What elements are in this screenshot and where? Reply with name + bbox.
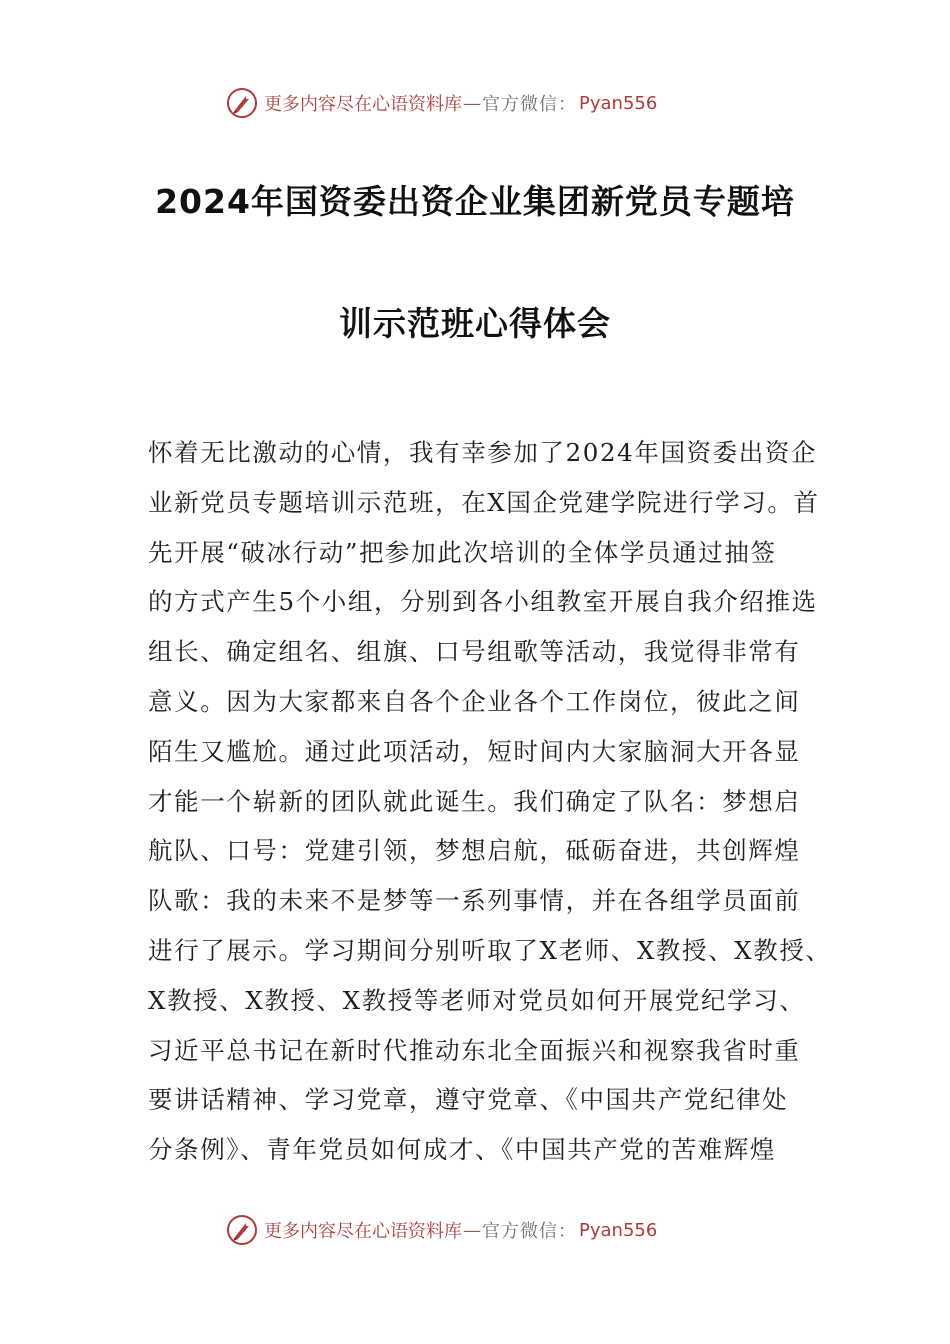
pen-nib-logo-icon (226, 87, 258, 119)
body-line: 习近平总书记在新时代推动东北全面振兴和视察我省时重 (148, 1035, 801, 1065)
pen-nib-logo-icon (226, 1214, 258, 1246)
body-line: 组长、确定组名、组旗、口号组歌等活动，我觉得非常有 (148, 637, 801, 667)
body-line: 进行了展示。学习期间分别听取了X老师、X教授、X教授、 (148, 935, 832, 965)
body-line: 才能一个崭新的团队就此诞生。我们确定了队名：梦想启 (148, 786, 801, 816)
watermark-text: 更多内容尽在心语资料库 (264, 1221, 462, 1242)
body-line: 意义。因为大家都来自各个企业各个工作岗位，彼此之间 (148, 686, 801, 716)
watermark-wechat-label: 官方微信： (482, 94, 577, 115)
watermark-dash: — (463, 1219, 481, 1241)
body-line: 先开展“破冰行动”把参加此次培训的全体学员通过抽签 (148, 537, 777, 567)
document-title-line-1: 2024年国资委出资企业集团新党员专题培 (155, 182, 795, 221)
watermark-text: 更多内容尽在心语资料库 (264, 94, 462, 115)
body-line: 要讲话精神、学习党章，遵守党章、《中国共产党纪律处 (148, 1085, 789, 1115)
body-line: 的方式产生5个小组，分别到各小组教室开展自我介绍推选 (148, 587, 818, 617)
watermark-wechat-id: Pyan556 (579, 92, 658, 114)
body-line: 怀着无比激动的心情，我有幸参加了2024年国资委出资企 (148, 438, 818, 467)
watermark-dash: — (463, 92, 481, 114)
footer-watermark (226, 1213, 657, 1247)
body-line: 分条例》、青年党员如何成才、《中国共产党的苦难辉煌 (148, 1135, 776, 1165)
body-line: 业新党员专题培训示范班，在X国企党建学院进行学习。首 (148, 487, 820, 517)
body-line: 航队、口号：党建引领，梦想启航，砥砺奋进，共创辉煌 (148, 836, 801, 866)
body-paragraph (148, 428, 832, 1175)
watermark-wechat-id: Pyan556 (579, 1219, 658, 1241)
header-watermark (226, 86, 657, 120)
body-line: X教授、X教授、X教授等老师对党员如何开展党纪学习、 (148, 985, 806, 1015)
body-line: 队歌：我的未来不是梦等一系列事情，并在各组学员面前 (148, 886, 801, 916)
document-title-line-2: 训示范班心得体会 (339, 304, 611, 343)
watermark-wechat-label: 官方微信： (482, 1221, 577, 1242)
body-line: 陌生又尴尬。通过此项活动，短时间内大家脑洞大开各显 (148, 736, 801, 766)
